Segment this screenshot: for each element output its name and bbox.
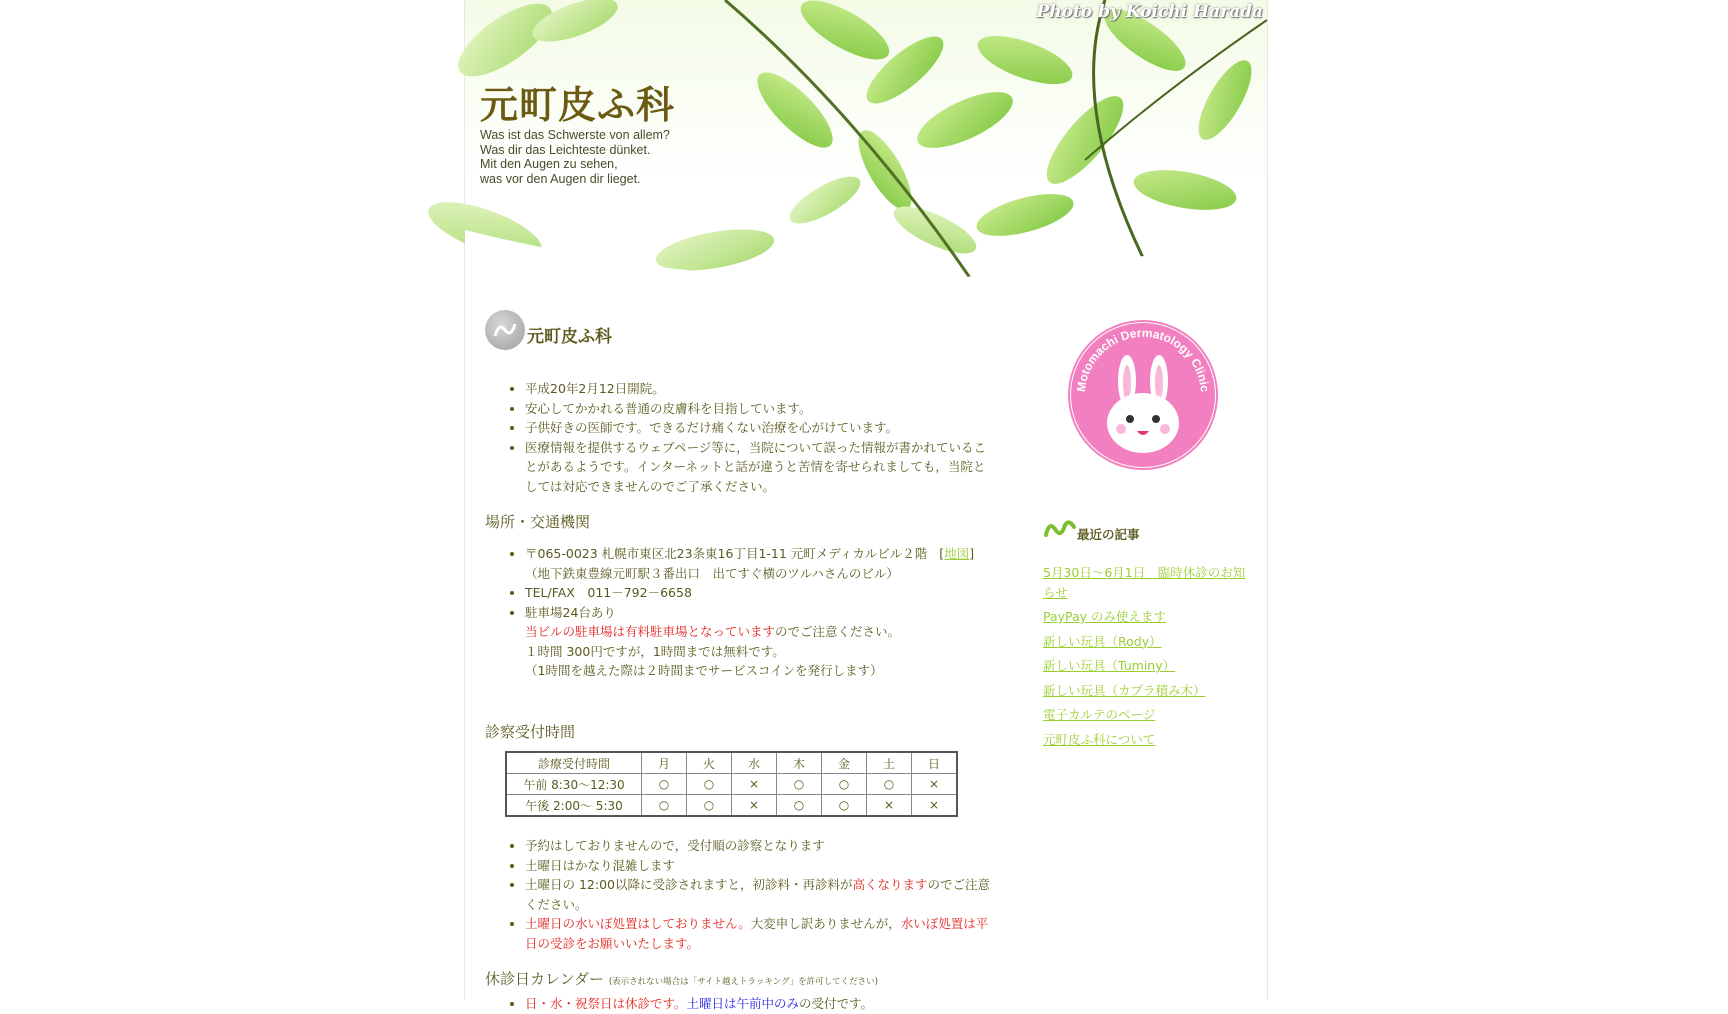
clinic-logo[interactable] [1067,319,1219,471]
map-bracket: ] [969,546,975,561]
table-cell: ○ [687,795,732,817]
hours-table [505,751,958,817]
list-item: • 医療情報を提供するウェブページ等に，当院について誤った情報が書かれていることがあるようです。インターネットと話が違うと苦情を寄せられましても，当院としては対応できませんのでご了承ください。 [525,438,997,497]
parking-warning: 当ビルの駐車場は有料駐車場となっています [525,624,776,639]
recent-posts-title: 最近の記事 [1077,527,1140,542]
saturday-note: 土曜日は午前中のみ [686,996,800,1011]
table-header-cell: 土 [867,752,912,774]
post-swirl-icon [485,310,525,350]
address-note: （地下鉄東豊線元町駅３番出口 出てすぐ横のツルハさんのビル） [525,565,899,581]
list-item [1043,563,1248,602]
table-cell: ○ [642,795,687,817]
table-row [506,774,957,795]
address-text: 〒065-0023 札幌市東区北23条東16丁目1-11 元町メディカルビル２階 [525,546,928,561]
parking-item [525,603,997,681]
calendar-heading-text: 休診日カレンダー [485,970,605,988]
tagline-line: was vor den Augen dir lieget. [480,171,641,186]
note-text: 土曜日の 12:00以降に受診されますと，初診料・再診料が [525,877,853,892]
parking-fee: １時間 300円ですが，1時間までは無料です。 [525,643,785,659]
note-warning: 高くなります [852,877,928,892]
recent-post-link[interactable]: 元町皮ふ科について [1043,731,1156,747]
note-text: 大変申し訳ありませんが， [750,916,901,931]
map-link[interactable]: 地図 [944,546,970,561]
hours-heading: 診察受付時間 [485,723,576,741]
table-cell: 午後 2:00〜 5:30 [506,795,642,817]
table-cell: ○ [777,774,822,795]
photo-credit: Photo by Koichi Harada [1036,2,1263,22]
table-cell: ○ [642,774,687,795]
table-cell: 午前 8:30〜12:30 [506,774,642,795]
table-header-cell: 診療受付時間 [506,752,642,774]
page [464,0,1268,1011]
map-bracket: [ [939,546,945,561]
header-banner [465,0,1267,305]
table-cell: × [732,774,777,795]
table-header-cell: 水 [732,752,777,774]
table-row [506,795,957,817]
recent-post-link[interactable]: PayPay のみ使えます [1043,609,1167,624]
swirl-icon [1043,517,1077,541]
table-cell: × [867,795,912,817]
tagline-line: Mit den Augen zu sehen, [480,157,618,172]
notes-list [485,836,997,953]
table-cell: ○ [777,795,822,817]
table-header-cell: 金 [822,752,867,774]
list-item: • 平成20年2月12日開院。 [525,379,997,399]
table-header-cell: 月 [642,752,687,774]
recent-post-link[interactable]: 新しい玩具（Tuminy） [1043,658,1176,673]
logo-text: Motomachi Dermatology Clinic [1073,325,1212,393]
recent-posts-list [1043,563,1248,754]
intro-list [485,379,997,496]
table-cell: ○ [687,774,732,795]
address-item [525,544,997,583]
table-header-row [506,752,957,774]
post-title[interactable]: 元町皮ふ科 [527,327,612,347]
table-cell: ○ [822,774,867,795]
list-item [525,914,997,953]
site-title[interactable]: 元町皮ふ科 [480,82,676,127]
note-text: のでご注意ください。 [525,877,991,912]
table-cell: × [732,795,777,817]
calendar-note: (表示されない場合は「サイト越えトラッキング」を許可してください) [608,977,878,987]
parking-coin: （1時間を越えた際は２時間までサービスコインを発行します） [525,663,883,678]
table-header-cell: 木 [777,752,822,774]
list-item [1043,607,1248,627]
table-cell: × [912,795,958,817]
tel-item: • TEL/FAX 011－792－6658 [525,583,997,603]
list-item: • 予約はしておりませんので，受付順の診察となります [525,836,997,856]
parking-warning-rest: のでご注意ください。 [775,624,901,639]
recent-post-link[interactable]: 電子カルテのページ [1043,707,1156,722]
list-item [1043,705,1248,725]
table-header-cell: 日 [912,752,958,774]
recent-post-link[interactable]: 5月30日〜6月1日 臨時休診のお知らせ [1043,565,1246,600]
access-list [485,544,997,681]
calendar-heading [485,968,878,989]
list-item [525,875,997,914]
list-item: • 子供好きの医師です。できるだけ痛くない治療を心がけています。 [525,418,997,438]
tagline-line: Was ist das Schwerste von allem? [480,128,670,142]
table-header-cell: 火 [687,752,732,774]
list-item [1043,730,1248,750]
closed-days: 日・水・祝祭日は休診です。 [525,996,687,1011]
tagline-line: Was dir das Leichteste dünket. [480,142,651,157]
note-text: の受付です。 [799,996,874,1011]
recent-post-link[interactable]: 新しい玩具（Rody） [1043,633,1162,649]
list-item: • 土曜日はかなり混雑します [525,856,997,876]
list-item [525,994,997,1014]
list-item [1043,681,1248,701]
note-warning: 水いぼ処置は平日の受診をお願いいたします。 [525,916,989,951]
list-item [1043,656,1248,676]
access-heading: 場所・交通機関 [485,513,591,531]
calendar-list [485,994,997,1014]
list-item [1043,632,1248,652]
recent-post-link[interactable]: 新しい玩具（カプラ積み木） [1043,682,1206,698]
note-warning: 土曜日の水いぼ処置はしておりません。 [525,916,751,931]
site-tagline [480,128,670,186]
table-cell: × [912,774,958,795]
parking-text: 駐車場24台あり [525,604,616,620]
table-cell: ○ [822,795,867,817]
list-item: • 安心してかかれる普通の皮膚科を目指しています。 [525,399,997,419]
table-cell: ○ [867,774,912,795]
